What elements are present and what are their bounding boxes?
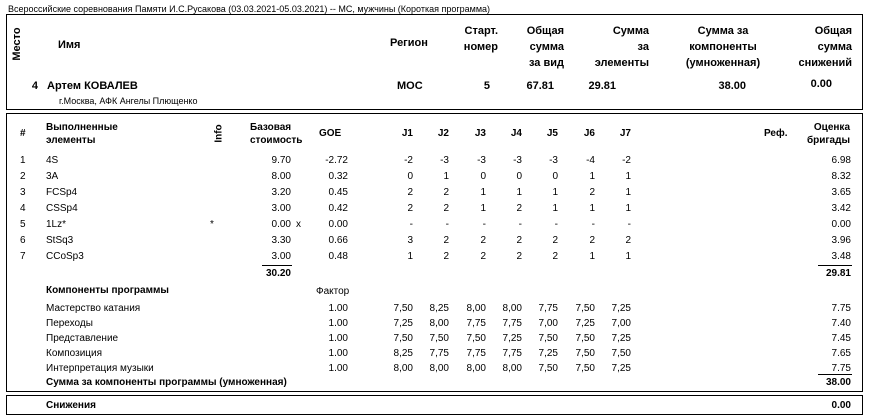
element-judge-score: 2 — [480, 251, 486, 262]
element-judge-score: 1 — [589, 251, 595, 262]
element-judge-score: - — [627, 219, 631, 230]
component-judge-score: 7,75 — [466, 348, 486, 359]
goe-header: GOE — [319, 128, 342, 139]
component-name: Интерпретация музыки — [46, 363, 154, 374]
event-title: Всероссийские соревнования Памяти И.С.Русакова (03.03.2021-05.03.2021) -- МС, мужчины (Короткая программа) — [8, 4, 491, 14]
element-judge-score: - — [482, 219, 486, 230]
component-panel-score: 7.40 — [831, 318, 851, 329]
component-judge-score: 7,25 — [611, 303, 631, 314]
factor-header: Фактор — [316, 286, 350, 297]
component-judge-score: 7,75 — [538, 303, 558, 314]
element-number: 1 — [20, 155, 26, 166]
component-judge-score: 8,00 — [429, 363, 449, 374]
element-panel-score: 8.32 — [831, 171, 851, 182]
name-header: Имя — [58, 39, 81, 51]
components-total-value: 38.00 — [825, 377, 851, 388]
elements-base-total: 30.20 — [265, 268, 291, 279]
element-judge-score: 1 — [589, 203, 595, 214]
element-goe: 0.45 — [328, 187, 348, 198]
component-judge-score: 8,00 — [502, 303, 522, 314]
judge-header: J1 — [401, 128, 413, 139]
elements-total-header: Сумма за элементы — [594, 25, 649, 69]
component-name: Композиция — [46, 348, 103, 359]
element-judge-score: 2 — [443, 203, 449, 214]
element-judge-score: 0 — [516, 171, 522, 182]
skater-name: Артем КОВАЛЕВ — [47, 80, 138, 92]
component-panel-score: 7.45 — [831, 333, 851, 344]
element-judge-score: 2 — [589, 235, 595, 246]
element-panel-score: 3.65 — [831, 187, 851, 198]
element-judge-score: - — [518, 219, 522, 230]
element-judge-score: 1 — [443, 171, 449, 182]
component-factor: 1.00 — [328, 318, 348, 329]
element-number: 3 — [20, 187, 26, 198]
skater-total-score: 67.81 — [526, 80, 554, 92]
element-judge-score: 0 — [552, 171, 558, 182]
skater-elements-score: 29.81 — [588, 80, 616, 92]
component-judge-score: 8,25 — [429, 303, 449, 314]
element-judge-score: 2 — [625, 235, 631, 246]
element-base-value: 3.30 — [271, 235, 291, 246]
component-judge-score: 8,00 — [429, 318, 449, 329]
element-judge-score: 2 — [407, 203, 413, 214]
element-judge-score: 2 — [516, 203, 522, 214]
component-judge-score: 7,50 — [429, 333, 449, 344]
judge-header: J2 — [437, 128, 449, 139]
judge-header: J4 — [510, 128, 522, 139]
element-bonus-marker: x — [296, 219, 301, 230]
component-judge-score: 7,50 — [538, 363, 558, 374]
component-judge-score: 7,75 — [502, 348, 522, 359]
component-judge-score: 7,75 — [429, 348, 449, 359]
element-judge-score: 1 — [625, 171, 631, 182]
element-judge-score: 2 — [516, 251, 522, 262]
judge-header: J5 — [546, 128, 558, 139]
component-judge-score: 7,50 — [466, 333, 486, 344]
deductions-label: Снижения — [46, 400, 96, 411]
element-judge-score: 1 — [625, 187, 631, 198]
judge-header: J7 — [619, 128, 631, 139]
element-judge-score: -4 — [586, 155, 595, 166]
element-goe: 0.00 — [328, 219, 348, 230]
skater-deductions: 0.00 — [810, 78, 832, 90]
component-factor: 1.00 — [328, 333, 348, 344]
element-judge-score: -2 — [622, 155, 631, 166]
element-judge-score: 2 — [552, 251, 558, 262]
skater-start-number: 5 — [483, 80, 490, 92]
component-judge-score: 8,25 — [393, 348, 413, 359]
element-judge-score: 2 — [443, 251, 449, 262]
place-header: Место — [11, 27, 23, 61]
element-judge-score: - — [445, 219, 449, 230]
element-base-value: 9.70 — [271, 155, 291, 166]
component-judge-score: 8,00 — [466, 303, 486, 314]
element-judge-score: -3 — [440, 155, 449, 166]
element-code: 4S — [46, 155, 59, 166]
element-judge-score: 0 — [480, 171, 486, 182]
component-judge-score: 7,25 — [502, 333, 522, 344]
element-code: StSq3 — [46, 235, 74, 246]
element-judge-score: -3 — [513, 155, 522, 166]
element-number-header: # — [20, 128, 26, 139]
element-number: 2 — [20, 171, 26, 182]
element-code: CCoSp3 — [46, 251, 84, 262]
deductions-frame — [6, 395, 863, 415]
component-judge-score: 7,75 — [466, 318, 486, 329]
element-judge-score: 1 — [516, 187, 522, 198]
element-base-value: 3.00 — [271, 251, 291, 262]
component-judge-score: 7,25 — [575, 318, 595, 329]
executed-elements-header: Выполненные элементы — [46, 122, 118, 146]
element-panel-score: 0.00 — [831, 219, 851, 230]
element-goe: 0.66 — [328, 235, 348, 246]
total-score-header: Общая сумма за вид — [526, 25, 564, 69]
component-name: Переходы — [46, 318, 93, 329]
element-judge-score: 1 — [625, 203, 631, 214]
element-judge-score: - — [591, 219, 595, 230]
base-value-header: Базовая стоимость — [250, 122, 303, 146]
component-panel-score: 7.65 — [831, 348, 851, 359]
component-judge-score: 7,50 — [575, 348, 595, 359]
component-judge-score: 8,00 — [466, 363, 486, 374]
referee-header: Реф. — [764, 128, 788, 139]
judge-header: J6 — [583, 128, 595, 139]
element-goe: 0.48 — [328, 251, 348, 262]
element-base-value: 8.00 — [271, 171, 291, 182]
component-judge-score: 7,00 — [611, 318, 631, 329]
element-base-value: 3.00 — [271, 203, 291, 214]
element-number: 6 — [20, 235, 26, 246]
component-judge-score: 7,50 — [575, 333, 595, 344]
deductions-value: 0.00 — [831, 400, 851, 411]
component-factor: 1.00 — [328, 348, 348, 359]
component-judge-score: 7,50 — [393, 333, 413, 344]
element-judge-score: 2 — [443, 235, 449, 246]
panel-score-header: Оценка бригады — [806, 122, 850, 146]
element-judge-score: - — [554, 219, 558, 230]
element-panel-score: 6.98 — [831, 155, 851, 166]
element-base-value: 0.00 — [271, 219, 291, 230]
element-number: 5 — [20, 219, 26, 230]
component-judge-score: 7,50 — [393, 303, 413, 314]
component-judge-score: 7,75 — [502, 318, 522, 329]
element-judge-score: 2 — [589, 187, 595, 198]
element-number: 7 — [20, 251, 26, 262]
element-judge-score: 2 — [516, 235, 522, 246]
skater-club: г.Москва, АФК Ангелы Плющенко — [59, 96, 198, 106]
element-judge-score: 1 — [589, 171, 595, 182]
component-name: Представление — [46, 333, 119, 344]
element-panel-score: 3.48 — [831, 251, 851, 262]
component-judge-score: 7,50 — [575, 303, 595, 314]
component-factor: 1.00 — [328, 363, 348, 374]
element-judge-score: 2 — [480, 235, 486, 246]
component-name: Мастерство катания — [46, 303, 141, 314]
component-judge-score: 8,00 — [393, 363, 413, 374]
element-panel-score: 3.96 — [831, 235, 851, 246]
components-title: Компоненты программы — [46, 285, 169, 296]
component-judge-score: 7,50 — [611, 348, 631, 359]
element-judge-score: -3 — [549, 155, 558, 166]
element-judge-score: 3 — [407, 235, 413, 246]
element-judge-score: -3 — [477, 155, 486, 166]
element-judge-score: 0 — [407, 171, 413, 182]
element-judge-score: 1 — [552, 187, 558, 198]
element-judge-score: - — [409, 219, 413, 230]
element-code: FCSp4 — [46, 187, 78, 198]
skater-components-score: 38.00 — [718, 80, 746, 92]
start-number-header: Старт. номер — [463, 25, 498, 53]
skater-region: МОС — [397, 80, 423, 92]
components-total-header: Сумма за компоненты (умноженная) — [685, 25, 761, 69]
component-panel-score: 7.75 — [831, 363, 851, 374]
info-header: Info — [213, 124, 225, 143]
element-goe: 0.42 — [328, 203, 348, 214]
component-judge-score: 7,25 — [611, 363, 631, 374]
element-judge-score: 1 — [480, 203, 486, 214]
element-goe: -2.72 — [325, 155, 348, 166]
components-total-label: Сумма за компоненты программы (умноженная) — [46, 377, 287, 388]
element-goe: 0.32 — [328, 171, 348, 182]
component-judge-score: 7,50 — [575, 363, 595, 374]
component-judge-score: 7,25 — [393, 318, 413, 329]
component-factor: 1.00 — [328, 303, 348, 314]
element-judge-score: 1 — [407, 251, 413, 262]
component-judge-score: 7,00 — [538, 318, 558, 329]
element-judge-score: 2 — [552, 235, 558, 246]
component-judge-score: 7,50 — [538, 333, 558, 344]
element-judge-score: 1 — [480, 187, 486, 198]
elements-score-total: 29.81 — [825, 268, 851, 279]
element-base-value: 3.20 — [271, 187, 291, 198]
element-code: CSSp4 — [46, 203, 78, 214]
element-judge-score: 2 — [443, 187, 449, 198]
component-panel-score: 7.75 — [831, 303, 851, 314]
element-judge-score: 2 — [407, 187, 413, 198]
skater-rank: 4 — [31, 80, 38, 92]
component-judge-score: 7,25 — [611, 333, 631, 344]
element-judge-score: -2 — [404, 155, 413, 166]
element-info: * — [210, 219, 214, 230]
element-number: 4 — [20, 203, 26, 214]
element-judge-score: 1 — [625, 251, 631, 262]
element-judge-score: 1 — [552, 203, 558, 214]
deductions-header: Общая сумма снижений — [798, 25, 852, 69]
element-panel-score: 3.42 — [831, 203, 851, 214]
region-header: Регион — [390, 37, 428, 49]
element-code: 1Lz* — [46, 219, 67, 230]
element-code: 3A — [46, 171, 59, 182]
judge-header: J3 — [474, 128, 486, 139]
component-judge-score: 7,25 — [538, 348, 558, 359]
component-judge-score: 8,00 — [502, 363, 522, 374]
